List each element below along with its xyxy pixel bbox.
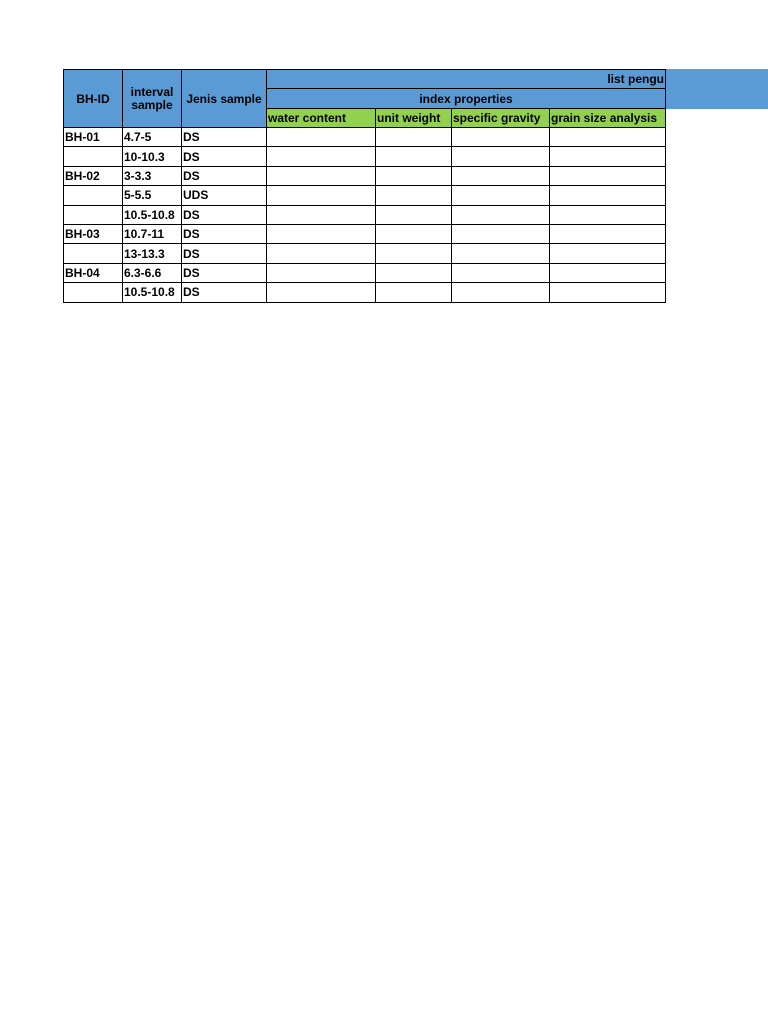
cell-water-content[interactable] <box>267 166 376 185</box>
spreadsheet-table <box>63 69 666 303</box>
table-row <box>64 186 666 205</box>
cell-jenis[interactable]: DS <box>182 147 267 166</box>
header-band-overflow <box>664 69 768 109</box>
cell-jenis[interactable]: DS <box>182 244 267 263</box>
cell-interval[interactable]: 10.5-10.8 <box>123 205 182 224</box>
cell-specific-gravity[interactable] <box>452 283 550 302</box>
cell-interval[interactable]: 5-5.5 <box>123 186 182 205</box>
cell-jenis[interactable]: DS <box>182 224 267 243</box>
cell-bh-id[interactable]: BH-01 <box>64 128 123 147</box>
cell-jenis[interactable]: DS <box>182 283 267 302</box>
cell-specific-gravity[interactable] <box>452 147 550 166</box>
cell-bh-id[interactable]: BH-04 <box>64 263 123 282</box>
cell-grain-size[interactable] <box>550 263 666 282</box>
cell-interval[interactable]: 10.7-11 <box>123 224 182 243</box>
table-row <box>64 263 666 282</box>
header-unit-weight[interactable]: unit weight <box>376 109 452 128</box>
cell-unit-weight[interactable] <box>376 186 452 205</box>
header-title[interactable]: list pengu <box>267 70 666 89</box>
cell-grain-size[interactable] <box>550 283 666 302</box>
table-row <box>64 224 666 243</box>
cell-bh-id[interactable] <box>64 283 123 302</box>
cell-interval[interactable]: 3-3.3 <box>123 166 182 185</box>
cell-water-content[interactable] <box>267 147 376 166</box>
cell-water-content[interactable] <box>267 205 376 224</box>
cell-jenis[interactable]: DS <box>182 166 267 185</box>
cell-water-content[interactable] <box>267 224 376 243</box>
cell-interval[interactable]: 6.3-6.6 <box>123 263 182 282</box>
cell-interval[interactable]: 13-13.3 <box>123 244 182 263</box>
cell-grain-size[interactable] <box>550 205 666 224</box>
cell-grain-size[interactable] <box>550 128 666 147</box>
header-interval-sample[interactable]: interval sample <box>123 70 182 128</box>
cell-unit-weight[interactable] <box>376 263 452 282</box>
cell-bh-id[interactable] <box>64 186 123 205</box>
cell-bh-id[interactable] <box>64 205 123 224</box>
cell-water-content[interactable] <box>267 186 376 205</box>
cell-unit-weight[interactable] <box>376 166 452 185</box>
cell-jenis[interactable]: DS <box>182 128 267 147</box>
cell-unit-weight[interactable] <box>376 244 452 263</box>
cell-bh-id[interactable] <box>64 244 123 263</box>
cell-bh-id[interactable]: BH-02 <box>64 166 123 185</box>
cell-specific-gravity[interactable] <box>452 224 550 243</box>
table-row <box>64 244 666 263</box>
cell-grain-size[interactable] <box>550 224 666 243</box>
cell-interval[interactable]: 4.7-5 <box>123 128 182 147</box>
header-bh-id[interactable]: BH-ID <box>64 70 123 128</box>
cell-unit-weight[interactable] <box>376 205 452 224</box>
header-index-properties[interactable]: index properties <box>267 89 666 109</box>
cell-unit-weight[interactable] <box>376 283 452 302</box>
cell-unit-weight[interactable] <box>376 128 452 147</box>
header-grain-size-analysis[interactable]: grain size analysis <box>550 109 666 128</box>
cell-grain-size[interactable] <box>550 166 666 185</box>
cell-water-content[interactable] <box>267 263 376 282</box>
header-jenis-sample[interactable]: Jenis sample <box>182 70 267 128</box>
cell-jenis[interactable]: DS <box>182 205 267 224</box>
table-row <box>64 147 666 166</box>
header-specific-gravity[interactable]: specific gravity <box>452 109 550 128</box>
table-row <box>64 128 666 147</box>
header-water-content[interactable]: water content <box>267 109 376 128</box>
cell-jenis[interactable]: UDS <box>182 186 267 205</box>
cell-water-content[interactable] <box>267 128 376 147</box>
cell-grain-size[interactable] <box>550 244 666 263</box>
table-row <box>64 205 666 224</box>
cell-specific-gravity[interactable] <box>452 205 550 224</box>
cell-specific-gravity[interactable] <box>452 128 550 147</box>
cell-water-content[interactable] <box>267 244 376 263</box>
table-row <box>64 166 666 185</box>
cell-bh-id[interactable] <box>64 147 123 166</box>
table-row <box>64 283 666 302</box>
cell-specific-gravity[interactable] <box>452 166 550 185</box>
cell-unit-weight[interactable] <box>376 224 452 243</box>
cell-interval[interactable]: 10-10.3 <box>123 147 182 166</box>
cell-bh-id[interactable]: BH-03 <box>64 224 123 243</box>
cell-grain-size[interactable] <box>550 186 666 205</box>
cell-specific-gravity[interactable] <box>452 263 550 282</box>
cell-interval[interactable]: 10.5-10.8 <box>123 283 182 302</box>
cell-specific-gravity[interactable] <box>452 186 550 205</box>
cell-jenis[interactable]: DS <box>182 263 267 282</box>
cell-water-content[interactable] <box>267 283 376 302</box>
cell-specific-gravity[interactable] <box>452 244 550 263</box>
cell-unit-weight[interactable] <box>376 147 452 166</box>
cell-grain-size[interactable] <box>550 147 666 166</box>
